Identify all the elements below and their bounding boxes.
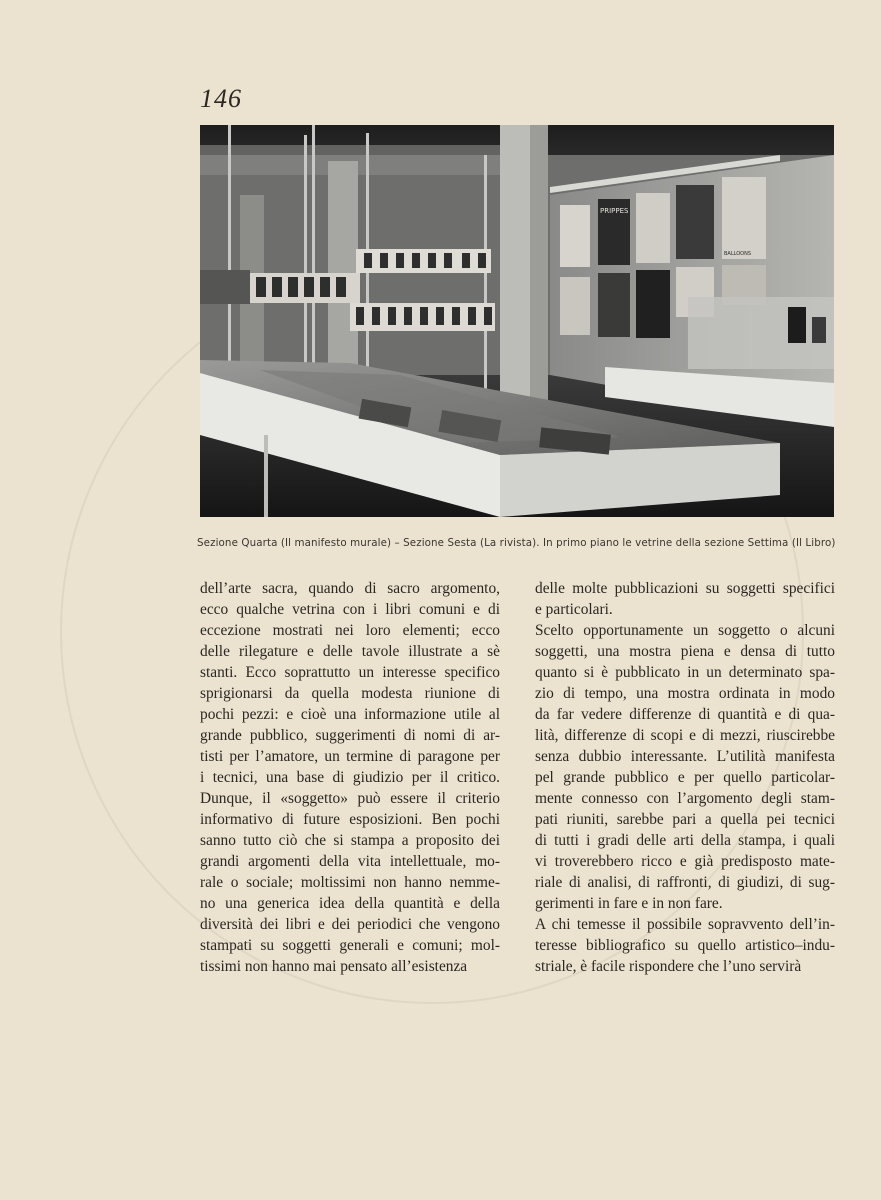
text-line: da far vedere differenze di quantità e di qua- [535,706,835,723]
text-line: Dunque, il «soggetto» può essere il criterio [200,790,500,807]
text-line: i tecnici, una base di giudizio per il critico. [200,769,500,786]
text-line: ecco qualche vetrina con i libri comuni e di [200,601,500,618]
text-line: informativo di future esposizioni. Ben pochi [200,811,500,828]
text-line: striale, è facile rispondere che l’uno servirà [535,958,802,975]
text-line: sanno tutto ciò che si stampa a proposito dei [200,832,500,849]
text-line: rale o sociale; moltissimi non hanno nemme- [200,874,500,891]
text-line: soggetti, una mostra piena e densa di tutto [535,643,835,660]
exhibition-photo-drawing [200,125,834,517]
text-line: tissimi non hanno mai pensato all’esistenza [200,958,468,975]
text-line: delle molte pubblicazioni su soggetti specifici [535,580,835,597]
text-line: gerimenti in fare e in non fare. [535,895,723,912]
text-line: no una generica idea della quantità e della [200,895,500,912]
text-line: tisti per l’amatore, un termine di paragone per [200,748,500,765]
poster-text-2: BALLOONS [724,251,752,257]
text-line: grandi argomenti della vita intellettuale, mo- [200,853,500,870]
text-line: vi troverebbero ricco e già predisposto mate- [535,853,835,870]
text-line: diversità dei libri e dei periodici che vengono [200,916,500,933]
text-line: teresse bibliografico su quello artistico–indu- [535,937,835,954]
text-line: pati riuniti, sarebbe pari a quella pei tecnici [535,811,835,828]
text-line: riale di analisi, di raffronti, di giudizi, di sug- [535,874,835,891]
text-line: e particolari. [535,601,613,618]
text-line: eccezione mostrati nei loro elementi; ecco [200,622,500,639]
text-line: grande pubblico, suggerimenti di nomi di ar- [200,727,500,744]
text-line: pochi pezzi: e cioè una informazione utile al [200,706,500,723]
text-line: pel grande pubblico e per quello particolar- [535,769,835,786]
text-line: dell’arte sacra, quando di sacro argomento, [200,580,500,597]
text-line: stanti. Ecco soprattutto un interesse specifico [200,664,500,681]
text-line: di tutti i gradi delle arti della stampa, i quali [535,832,835,849]
text-line: delle rilegature e delle tavole illustrate a sè [200,643,500,660]
text-line: senza dubbio interessante. L’utilità manifesta [535,748,835,765]
page-number: 146 [200,84,242,113]
text-line: A chi temesse il possibile sopravvento dell’in- [535,916,835,933]
text-line: quanto si è pubblicato in un determinato spa- [535,664,835,681]
photo-caption: Sezione Quarta (Il manifesto murale) – Sezione Sesta (La rivista). In primo piano le vetrine della sezione Settima (Il Libro) [197,537,836,549]
text-line: mente connesso con l’argomento degli stam- [535,790,835,807]
text-line: sprigionarsi da quella modesta riunione di [200,685,500,702]
exhibition-photo [200,125,834,517]
text-line: Scelto opportunamente un soggetto o alcuni [535,622,835,639]
text-line: stampati su soggetti generali e comuni; mol- [200,937,500,954]
text-line: zio di tempo, una mostra ordinata in modo [535,685,835,702]
text-line: lità, differenze di scopi e di mezzi, riuscirebbe [535,727,835,744]
left-column [200,578,500,977]
poster-text-1: PRIPPES [600,207,629,215]
right-column [535,578,835,977]
